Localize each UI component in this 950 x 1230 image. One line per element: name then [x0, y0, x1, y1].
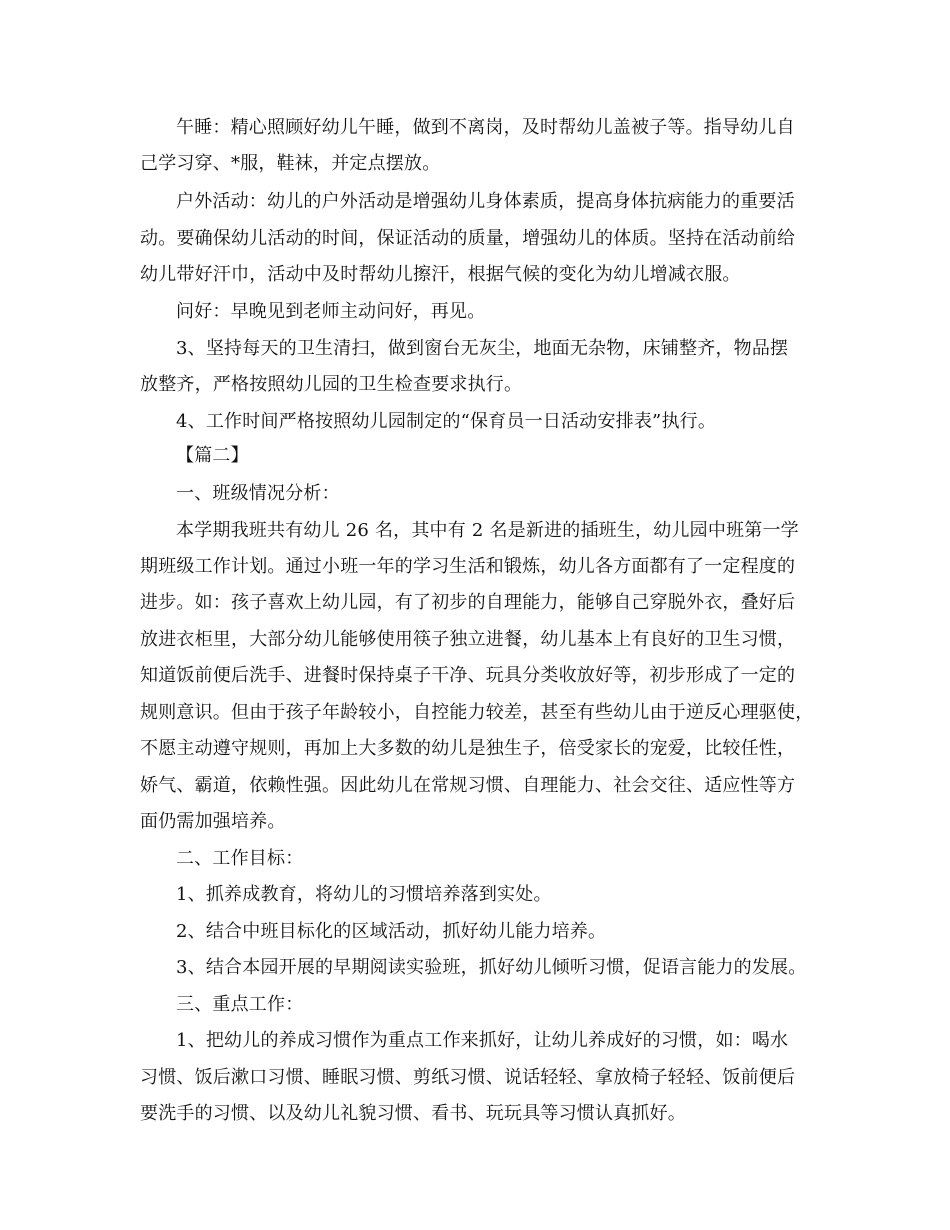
text-line: 习惯、饭后漱口习惯、睡眠习惯、剪纸习惯、说话轻轻、拿放椅子轻轻、饭前便后: [140, 1067, 796, 1088]
text-line: 本学期我班共有幼儿 26 名，其中有 2 名是新进的插班生，幼儿园中班第一学: [176, 520, 799, 541]
text-line: 2、结合中班目标化的区域活动，抓好幼儿能力培养。: [176, 921, 607, 942]
text-line: 知道饭前便后洗手、进餐时保持桌子干净、玩具分类收放好等，初步形成了一定的: [140, 665, 796, 686]
text-line: 3、坚持每天的卫生清扫，做到窗台无灰尘，地面无杂物，床铺整齐，物品摆: [176, 338, 789, 359]
text-line: 放整齐，严格按照幼儿园的卫生检查要求执行。: [140, 374, 523, 395]
text-line: 放进衣柜里，大部分幼儿能够使用筷子独立进餐，幼儿基本上有良好的卫生习惯，: [140, 629, 796, 650]
subsection-heading: 二、工作目标：: [176, 848, 304, 869]
subsection-heading: 一、班级情况分析：: [176, 483, 340, 504]
text-line: 户外活动：幼儿的户外活动是增强幼儿身体素质，提高身体抗病能力的重要活: [176, 191, 795, 212]
text-line: 问好：早晚见到老师主动问好，再见。: [176, 301, 486, 322]
text-line: 进步。如：孩子喜欢上幼儿园，有了初步的自理能力，能够自己穿脱外衣，叠好后: [140, 592, 796, 613]
text-line: 面仍需加强培养。: [140, 811, 286, 832]
text-line: 1、把幼儿的养成习惯作为重点工作来抓好，让幼儿养成好的习惯，如：喝水: [176, 1030, 789, 1051]
text-line: 己学习穿、*服，鞋袜，并定点摆放。: [140, 153, 441, 174]
text-line: 3、结合本园开展的早期阅读实验班，抓好幼儿倾听习惯，促语言能力的发展。: [176, 957, 807, 978]
text-line: 幼儿带好汗巾，活动中及时帮幼儿擦汗，根据气候的变化为幼儿增减衣服。: [140, 264, 741, 285]
text-line: 不愿主动遵守规则，再加上大多数的幼儿是独生子，倍受家长的宠爱，比较任性，: [140, 738, 796, 759]
text-line: 午睡：精心照顾好幼儿午睡，做到不离岗，及时帮幼儿盖被子等。指导幼儿自: [176, 117, 795, 138]
section-heading: 【篇二】: [176, 445, 249, 466]
subsection-heading: 三、重点工作：: [176, 994, 304, 1015]
text-line: 娇气、霸道，依赖性强。因此幼儿在常规习惯、自理能力、社会交往、适应性等方: [140, 775, 796, 796]
text-line: 4、工作时间严格按照幼儿园制定的“保育员一日活动安排表”执行。: [176, 411, 717, 432]
text-line: 动。要确保幼儿活动的时间，保证活动的质量，增强幼儿的体质。坚持在活动前给: [140, 228, 796, 249]
text-line: 规则意识。但由于孩子年龄较小，自控能力较差，甚至有些幼儿由于逆反心理驱使，: [140, 702, 814, 723]
text-line: 要洗手的习惯、以及幼儿礼貌习惯、看书、玩玩具等习惯认真抓好。: [140, 1103, 686, 1124]
text-line: 期班级工作计划。通过小班一年的学习生活和锻炼，幼儿各方面都有了一定程度的: [140, 556, 796, 577]
text-line: 1、抓养成教育，将幼儿的习惯培养落到实处。: [176, 884, 552, 905]
